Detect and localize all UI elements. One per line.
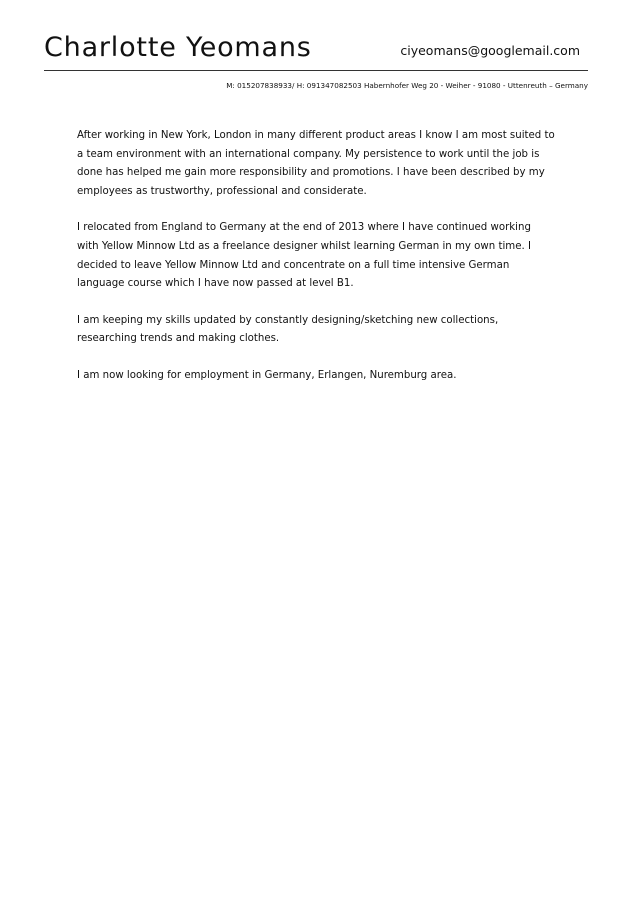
paragraph-relocation (77, 219, 577, 293)
text-line: employees as trustworthy, professional and considerate. (77, 185, 367, 197)
text-line: decided to leave Yellow Minnow Ltd and concentrate on a full time intensive German (77, 259, 510, 271)
email-address: ciyeomans@googlemail.com (400, 43, 580, 58)
paragraph-skills (77, 312, 577, 349)
text-line: I am keeping my skills updated by constantly designing/sketching new collections, (77, 314, 499, 326)
letter-body (77, 127, 577, 404)
text-line: researching trends and making clothes. (77, 333, 280, 345)
text-line: I relocated from England to Germany at the end of 2013 where I have continued working (77, 222, 531, 234)
applicant-name: Charlotte Yeomans (44, 32, 312, 63)
letter-header (44, 30, 588, 71)
contact-details: M: 015207838933/ H: 091347082503 Habernhofer Weg 20 - Weiher - 91080 - Uttenreuth – Germany (226, 81, 588, 90)
paragraph-goal (77, 367, 577, 386)
text-line: language course which I have now passed at level B1. (77, 278, 354, 290)
text-line: After working in New York, London in many different product areas I know I am most suited to (77, 130, 555, 141)
text-line: with Yellow Minnow Ltd as a freelance designer whilst learning German in my own time. I (77, 240, 531, 252)
text-line: done has helped me gain more responsibility and promotions. I have been described by my (77, 167, 545, 179)
paragraph-experience (77, 127, 577, 201)
text-line: I am now looking for employment in Germany, Erlangen, Nuremburg area. (77, 369, 457, 381)
text-line: a team environment with an international company. My persistence to work until the job is (77, 148, 540, 160)
